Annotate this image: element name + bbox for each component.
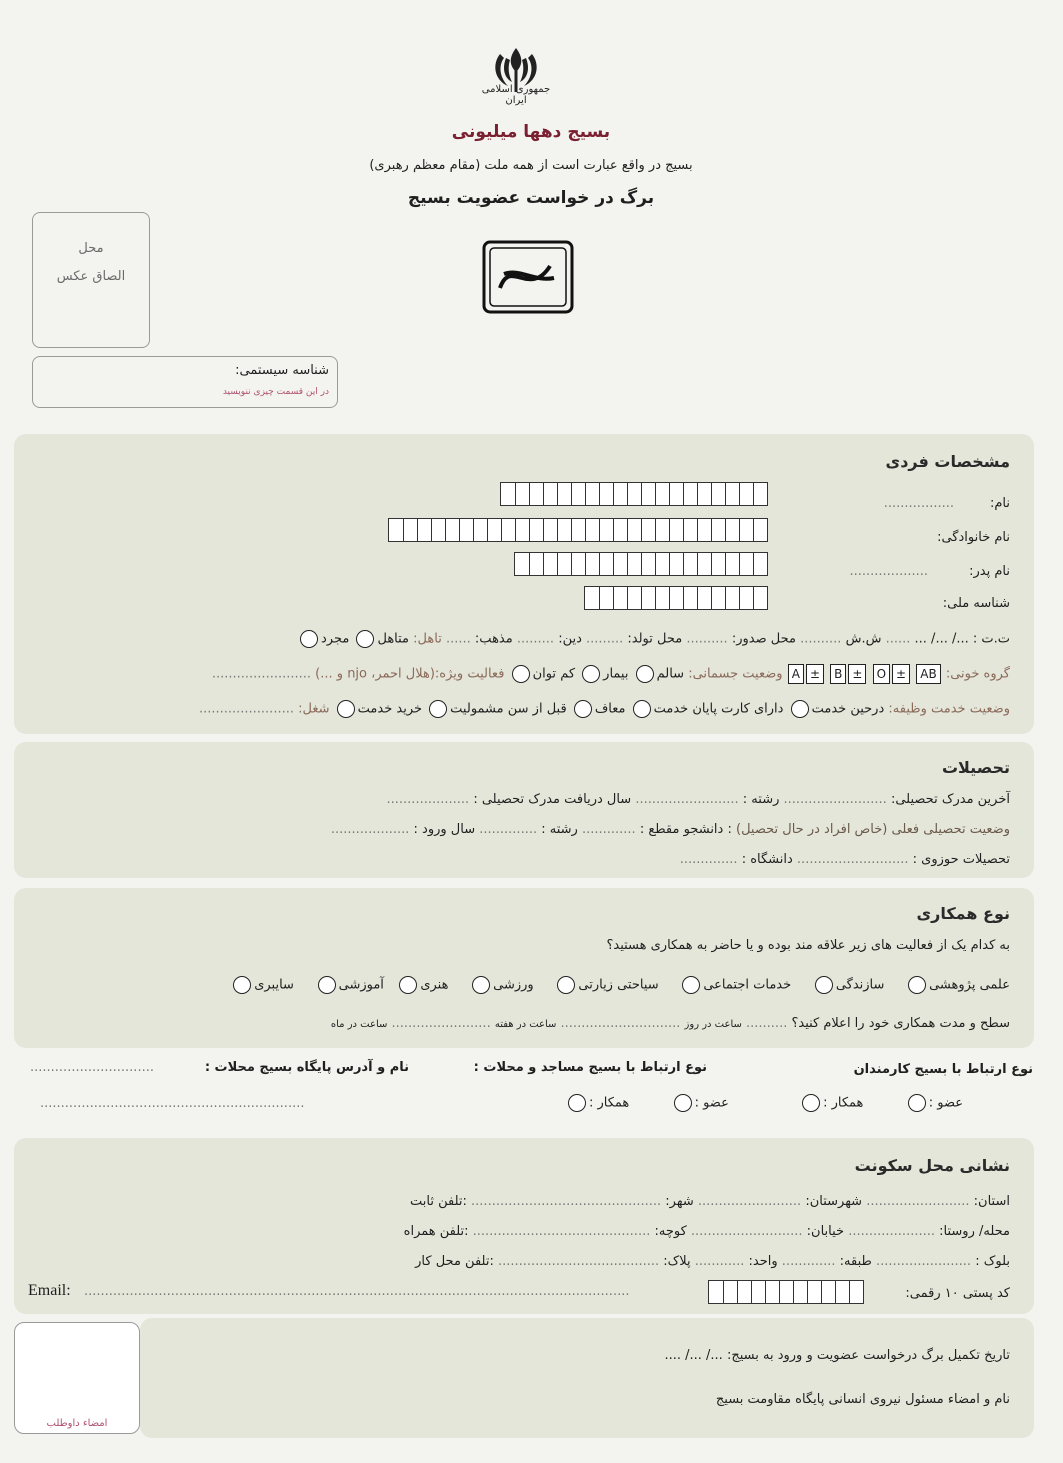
section-heading-address: نشانی محل سکونت [854, 1156, 1010, 1175]
mosques-relation-label: نوع ارتباط با بسیج مساجد و محلات : [473, 1060, 707, 1075]
id-no-label: ش.ش [845, 631, 882, 647]
cyber-radio[interactable] [233, 976, 251, 994]
base-address-dots: ................................................................ [40, 1096, 305, 1111]
education-section [14, 742, 1034, 878]
option-art: هنری [420, 977, 449, 993]
blood-group-label: گروه خونی: [945, 666, 1010, 682]
per-week-label: ساعت در هفته [494, 1019, 557, 1030]
applicant-sign-label: امضاء داوطلب [46, 1418, 108, 1429]
postal-code-label: کد پستی ۱۰ رقمی: [905, 1286, 1010, 1301]
section-heading-personal: مشخصات فردی [885, 452, 1010, 471]
education-row-3: تحصیلات حوزوی : ........................... دانشگاه : .............. [679, 852, 1010, 867]
option-social: خدمات اجتماعی [703, 977, 792, 993]
before-age-option: قبل از سن مشمولیت [450, 701, 567, 717]
last-name-label: نام خانوادگی: [937, 530, 1010, 545]
first-name-boxes[interactable] [500, 482, 768, 506]
seminary-label: تحصیلات حوزوی : [912, 852, 1010, 867]
county-label: شهرستان: [805, 1194, 863, 1209]
address-row-1: استان: ......................... شهرستان: ......................... شهر: .............................................. :تلفن ثابت [410, 1194, 1010, 1209]
healthy-radio[interactable] [636, 665, 654, 683]
education-row-1: آخرین مدرک تحصیلی: ......................... رشته : ......................... سال دریافت مدرک تحصیلی : .................... [386, 792, 1010, 807]
first-name-dots: ................. [883, 496, 954, 511]
email-dots: .................................................................................................................................... [84, 1284, 630, 1299]
base-name-dots: .............................. [30, 1060, 154, 1075]
mosques-member-label: عضو : [694, 1095, 729, 1111]
card-holder-radio[interactable] [633, 700, 651, 718]
employees-member-label: عضو : [928, 1095, 963, 1111]
mosques-colleague-label: همکار : [588, 1095, 630, 1111]
emblem-caption: جمهوری اسلامی ایران [481, 84, 551, 106]
service-status-label: وضعیت خدمت وظیفه: [888, 701, 1010, 717]
physical-label: وضعیت جسمانی: [688, 666, 783, 682]
unit-label: واحد: [748, 1254, 778, 1269]
sect-label: مذهب: [474, 631, 513, 647]
exempt-radio[interactable] [574, 700, 592, 718]
province-label: استان: [973, 1194, 1010, 1209]
option-pilgrimage: سیاحتی زیارتی [578, 977, 659, 993]
option-cyber: سایبری [254, 977, 294, 993]
card-holder-option: دارای کارت پایان خدمت [653, 701, 784, 717]
cooperation-options [230, 976, 1010, 994]
married-option: متاهل [377, 631, 410, 647]
duration-row: سطح و مدت همکاری خود را اعلام کنید؟ .......... ساعت در روز ............................. ساعت در هفته ........................ ساعت در ماه [330, 1016, 1010, 1031]
single-option: مجرد [321, 631, 350, 647]
healthy-option: سالم [656, 666, 685, 682]
photo-label-line2: الصاق عکس [56, 269, 126, 284]
blood-type-ab[interactable]: AB [916, 664, 940, 684]
education-row-2: وضعیت تحصیلی فعلی (خاص افراد در حال تحصیل) : دانشجو مقطع : ............. رشته : .............. سال ورود : ................... [330, 822, 1010, 837]
email-label: Email: [28, 1282, 71, 1299]
footer-section [140, 1318, 1034, 1438]
art-radio[interactable] [399, 976, 417, 994]
marital-label: تاهل: [413, 631, 442, 647]
basij-logo-icon [480, 238, 576, 316]
sick-radio[interactable] [582, 665, 600, 683]
national-id-boxes[interactable] [584, 586, 768, 610]
base-name-label: نام و آدرس پایگاه بسیج محلات : [204, 1060, 409, 1075]
birth-row: ت.ت : .../ .../ ... ...... ش.ش .......... محل صدور: .......... محل تولد: ......... دین: ......... مذهب: ...... تاهل: متاهل مجرد [297, 630, 1010, 648]
employees-colleague-label: همکار : [823, 1095, 864, 1111]
sick-option: بیمار [603, 666, 629, 682]
option-sport: ورزشی [493, 977, 534, 993]
option-education: آموزشی [338, 977, 384, 993]
main-title: بسیج دهها میلیونی [451, 122, 611, 142]
cooperation-section [14, 888, 1034, 1048]
employees-colleague-radio[interactable] [802, 1094, 820, 1112]
last-degree-label: آخرین مدرک تحصیلی: [890, 792, 1010, 807]
married-radio[interactable] [356, 630, 374, 648]
pilgrimage-radio[interactable] [557, 976, 575, 994]
mosques-member-radio[interactable] [674, 1094, 692, 1112]
work-phone-label: :تلفن محل کار [415, 1254, 494, 1269]
postal-code-boxes[interactable] [708, 1280, 864, 1304]
social-radio[interactable] [682, 976, 700, 994]
employees-member-radio[interactable] [908, 1094, 926, 1112]
exempt-option: معاف [594, 701, 626, 717]
street-label: خیابان: [806, 1224, 845, 1239]
religion-label: دین: [558, 631, 582, 647]
purchased-radio[interactable] [337, 700, 355, 718]
address-row-2: محله/ روستا: ..................... خیابان: ........................... کوچه: ........................................... :تلفن همراه [403, 1224, 1010, 1239]
floor-label: طبقه: [839, 1254, 872, 1269]
single-radio[interactable] [300, 630, 318, 648]
photo-placeholder[interactable] [32, 212, 150, 348]
father-name-label: نام پدر: [969, 564, 1010, 579]
option-construction: سازندگی [835, 977, 885, 993]
alley-label: کوچه: [654, 1224, 687, 1239]
university-label: دانشگاه : [741, 852, 793, 867]
sport-radio[interactable] [472, 976, 490, 994]
father-name-boxes[interactable] [514, 552, 768, 576]
duration-question: سطح و مدت همکاری خود را اعلام کنید؟ [791, 1016, 1010, 1031]
address-row-3: بلوک : ....................... طبقه: ............. واحد: ............ پلاک: ....................................... :تلفن محل کار [415, 1254, 1010, 1269]
completion-date-label: تاریخ تکمیل برگ درخواست عضویت و ورود به بسیج: .../ .../ .... [664, 1348, 1010, 1363]
birth-place-label: محل تولد: [627, 631, 683, 647]
first-name-label: نام: [989, 496, 1010, 511]
landline-label: :تلفن ثابت [410, 1194, 467, 1209]
official-sign-label: نام و امضاء مسئول نیروی انسانی پایگاه مقاومت بسیج [715, 1392, 1010, 1407]
city-label: شهر: [665, 1194, 694, 1209]
construction-radio[interactable] [815, 976, 833, 994]
before-age-radio[interactable] [429, 700, 447, 718]
disabled-radio[interactable] [512, 665, 530, 683]
entry-year-label: سال ورود : [413, 822, 476, 837]
employees-options [565, 1094, 963, 1112]
last-name-boxes[interactable] [388, 518, 768, 542]
per-day-label: ساعت در روز [684, 1019, 742, 1030]
field-label: رشته : [742, 792, 780, 807]
blood-sign-b[interactable]: ± [848, 664, 866, 684]
section-heading-cooperation: نوع همکاری [916, 904, 1010, 923]
per-month-label: ساعت در ماه [330, 1019, 388, 1030]
mobile-label: :تلفن همراه [403, 1224, 469, 1239]
current-status-label: وضعیت تحصیلی فعلی (خاص افراد در حال تحصیل) [736, 822, 1010, 837]
section-heading-education: تحصیلات [941, 758, 1010, 777]
blood-type-b[interactable]: B [830, 664, 846, 684]
job-label: شغل: [298, 701, 330, 717]
research-radio[interactable] [908, 976, 926, 994]
father-name-dots: ................... [849, 564, 928, 579]
area-label: محله/ روستا: [939, 1224, 1010, 1239]
address-section [14, 1138, 1034, 1314]
service-row: وضعیت خدمت وظیفه: درحین خدمت دارای کارت پایان خدمت معاف قبل از سن مشمولیت خرید خدمت شغل: ....................... [198, 701, 1010, 717]
national-id-label: شناسه ملی: [942, 596, 1010, 611]
in-service-option: درحین خدمت [811, 701, 885, 717]
option-research: علمی پژوهشی [929, 977, 1010, 993]
field2-label: رشته : [541, 822, 578, 837]
blood-type-o[interactable]: O [873, 664, 890, 684]
blood-sign-a[interactable]: ± [806, 664, 824, 684]
blood-sign-o[interactable]: ± [892, 664, 910, 684]
disabled-option: کم توان [532, 666, 576, 682]
special-activity-label: فعالیت ویژه:(هلال احمر، njo و ...) [315, 666, 505, 682]
plaque-label: پلاک: [663, 1254, 691, 1269]
system-id-note: در این قسمت چیزی ننویسید [222, 387, 329, 397]
blood-row: گروه خونی: AB ±O ±B ±A وضعیت جسمانی: سالم بیمار کم توان فعالیت ویژه:(هلال احمر، njo و ...) ........................ [212, 664, 1010, 684]
in-service-radio[interactable] [791, 700, 809, 718]
issue-place-label: محل صدور: [731, 631, 796, 647]
system-id-box [32, 356, 338, 408]
degree-year-label: سال دریافت مدرک تحصیلی : [473, 792, 632, 807]
subtitle: بسیج در واقع عبارت است از همه ملت (مقام معظم رهبری) [369, 158, 693, 173]
employees-relation-label: نوع ارتباط با بسیج کارمندان [853, 1062, 1033, 1077]
applicant-sign-box[interactable] [14, 1322, 140, 1434]
form-title: برگ در خواست عضویت بسیج [407, 188, 655, 208]
photo-label-line1: محل [78, 241, 104, 256]
cooperation-question: به کدام یک از فعالیت های زیر علاقه مند بوده و یا حاضر به همکاری هستید؟ [606, 938, 1010, 953]
student-label: : دانشجو [683, 822, 732, 837]
purchased-option: خرید خدمت [357, 701, 423, 717]
block-label: بلوک : [975, 1254, 1010, 1269]
blood-type-a[interactable]: A [788, 664, 804, 684]
education-radio[interactable] [318, 976, 336, 994]
level-label: مقطع : [639, 822, 680, 837]
birth-date-label: ت.ت : .../ .../ ... [914, 631, 1010, 647]
system-id-label: شناسه سیستمی: [235, 363, 329, 378]
mosques-colleague-radio[interactable] [568, 1094, 586, 1112]
personal-section [14, 434, 1034, 734]
